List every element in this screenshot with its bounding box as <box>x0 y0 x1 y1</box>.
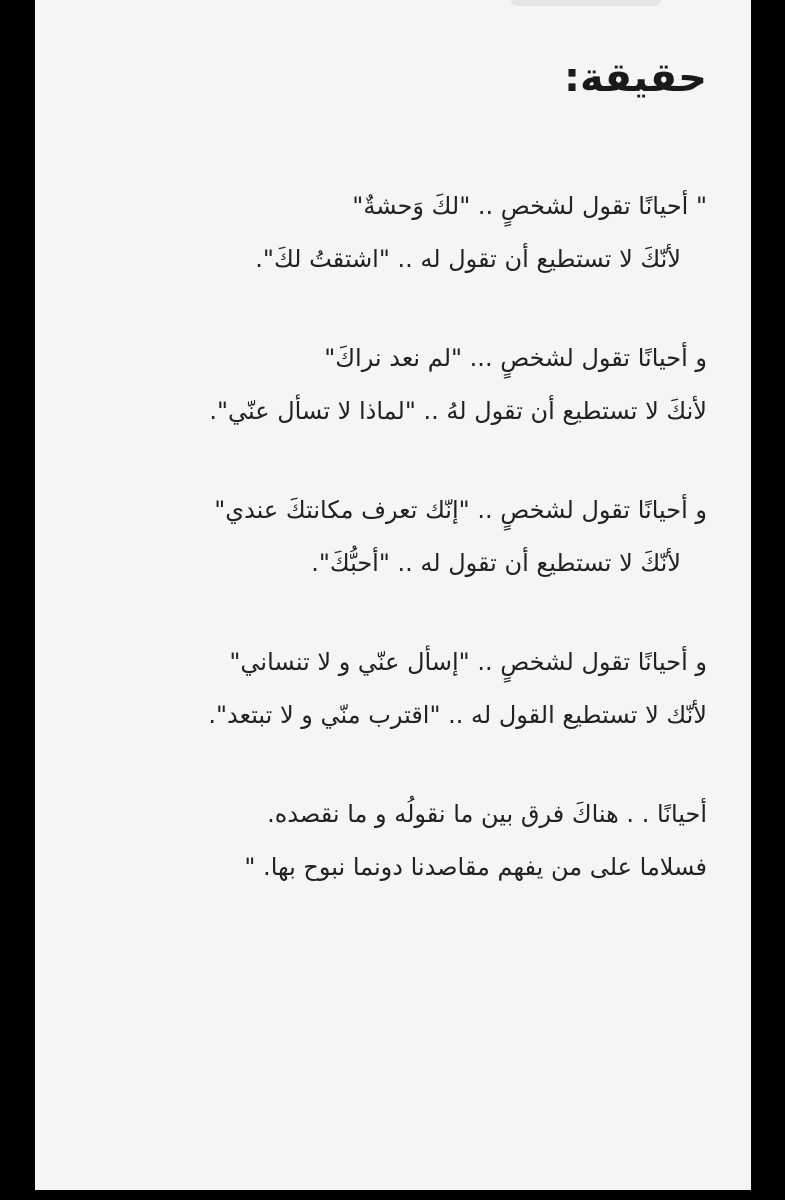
paragraph-1-line-1: " أحيانًا تقول لشخصٍ .. "لكَ وَحشةٌ" <box>352 192 707 220</box>
paragraph-1-line-2: لأنّكَ لا تستطيع أن تقول له .. "اشتقتُ لكَ". <box>255 245 681 273</box>
paragraph-2 <box>67 332 707 438</box>
paragraph-3-line-2: لأنّكَ لا تستطيع أن تقول له .. "أحبُّكَ". <box>311 549 681 577</box>
paragraph-3 <box>67 484 707 590</box>
paragraph-4 <box>67 636 707 742</box>
top-notch <box>511 0 661 6</box>
paragraph-5-line-1: أحيانًا . . هناكَ فرق بين ما نقولُه و ما نقصده. <box>267 800 707 828</box>
paragraph-5 <box>67 788 707 894</box>
paragraph-5-line-2: فسلاما على من يفهم مقاصدنا دونما نبوح بها. " <box>244 853 707 881</box>
document-page <box>35 0 751 1190</box>
paragraph-4-line-1: و أحيانًا تقول لشخصٍ .. "إسأل عنّي و لا تنساني" <box>229 648 707 676</box>
paragraph-1 <box>67 180 707 286</box>
document-body <box>67 180 707 940</box>
page-title: حقيقة: <box>564 55 707 101</box>
top-edge <box>35 0 751 20</box>
paragraph-2-line-2: لأنكَ لا تستطيع أن تقول لهُ .. "لماذا لا تسأل عنّي". <box>209 397 707 425</box>
paragraph-2-line-1: و أحيانًا تقول لشخصٍ ... "لم نعد نراكَ" <box>324 344 707 372</box>
paragraph-3-line-1: و أحيانًا تقول لشخصٍ .. "إنّك تعرف مكانتكَ عندي" <box>214 496 707 524</box>
paragraph-4-line-2: لأنّك لا تستطيع القول له .. "اقترب منّي و لا تبتعد". <box>208 701 707 729</box>
